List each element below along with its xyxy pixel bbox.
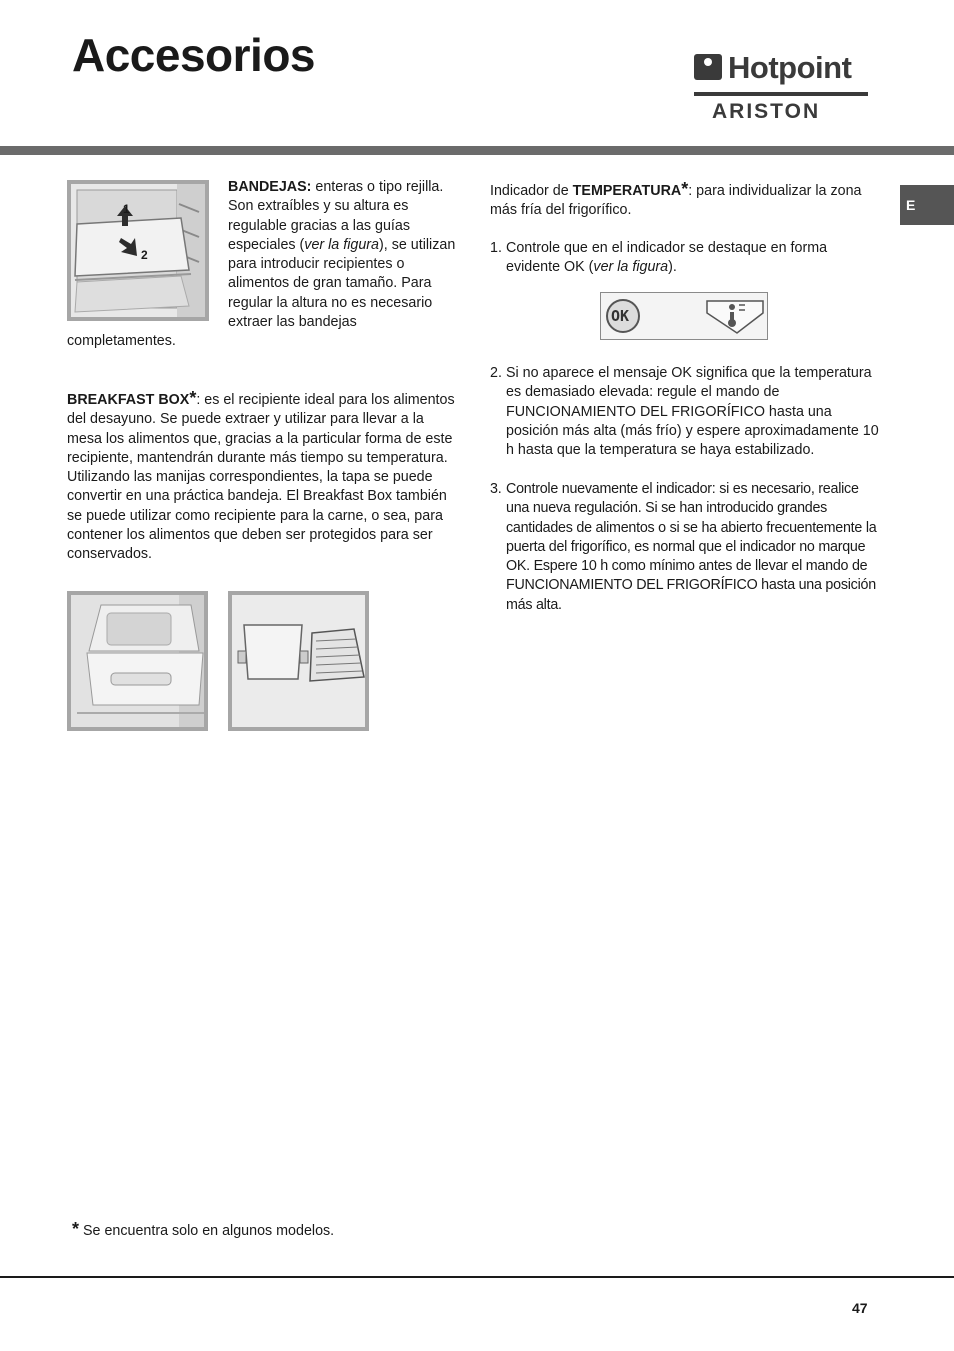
logo-brand: Hotpoint [728, 50, 852, 85]
breakfast-box-star: * [189, 388, 197, 408]
temperatura-intro [490, 180, 880, 221]
shelf-step-1-label: 1 [123, 202, 130, 216]
step-text-end: ). [668, 259, 677, 276]
indicator-ok-text: OK [611, 307, 630, 325]
step-number: 2. [490, 365, 502, 381]
temperatura-step-1 [490, 239, 880, 278]
footnote-text: Se encuentra solo en algunos modelos. [79, 1223, 335, 1239]
breakfast-box-drawer-figure [67, 591, 208, 731]
temperatura-intro-1: Indicador de [490, 183, 573, 199]
footer-divider [0, 1276, 954, 1278]
temperatura-intro-2: : para individualizar la zona más fría del frigorífico. [490, 183, 862, 219]
bandejas-figure-ref: ver la figura [304, 236, 379, 253]
breakfast-box-text: : es el recipiente ideal para los alimentos del desayuno. Se puede extraer y utilizar para llevar a la mesa los alimentos que, gracias a la particular forma de este recipiente, mantendrán durante más tiempo su temperatura. Utilizando las manijas correspondientes, la tapa se puede convertir en una práctica bandeja. El Breakfast Box también se puede utilizar como recipiente para la carne, o sea, para contener los alimentos que deben ser protegidos para ser conservados. [67, 392, 455, 563]
bandejas-text-2: ), se utilizan para introducir recipientes o alimentos de gran tamaño. Para regular la altura no es necesario extraer las bandejas [228, 236, 456, 331]
breakfast-box-container-icon [232, 595, 365, 727]
footnote-star: * [72, 1219, 80, 1239]
shelf-step-2-label: 2 [141, 248, 148, 262]
shelf-figure [67, 180, 209, 321]
footnote [72, 1219, 334, 1240]
language-tab: E [900, 185, 954, 225]
list-item [490, 239, 880, 278]
step-text: Si no aparece el mensaje OK significa que la temperatura es demasiado elevada: regule el mando de FUNCIONAMIENTO DEL FRIGORÍFICO hasta una posición más alta (más frío) y espere aproximadamente 10 h hasta que la temperatura se haya estabilizado. [506, 365, 879, 459]
list-item [490, 480, 882, 615]
header-divider-bar [0, 146, 954, 155]
logo-divider [694, 92, 868, 96]
temperatura-step-3 [490, 480, 882, 615]
temperatura-step-2 [490, 364, 880, 460]
bandejas-text-continuation: completamentes. [67, 333, 176, 349]
breakfast-box-drawer-icon [71, 595, 204, 727]
hotpoint-ariston-logo [694, 50, 870, 126]
bandejas-paragraph [228, 178, 456, 332]
page-title: Accesorios [72, 29, 316, 81]
breakfast-box-heading: BREAKFAST BOX [67, 392, 190, 408]
list-item [490, 364, 880, 460]
temperatura-heading: TEMPERATURA [572, 183, 682, 199]
temperatura-star: * [681, 179, 689, 199]
step-number: 1. [490, 240, 502, 256]
step-text: Controle que en el indicador se destaque en forma evidente OK ( [506, 240, 828, 276]
bandejas-text-1: enteras o tipo rejilla. Son extraíbles y su altura es regulable gracias a las guías especiales ( [228, 179, 444, 253]
breakfast-box-container-figure [228, 591, 369, 731]
step-number: 3. [490, 481, 502, 497]
breakfast-box-paragraph [67, 389, 457, 565]
logo-mark-icon [694, 54, 722, 80]
logo-sub-brand: ARISTON [712, 100, 821, 123]
step-figure-ref: ver la figura [593, 259, 669, 276]
temperature-indicator-figure [600, 292, 768, 340]
step-text: Controle nuevamente el indicador: si es necesario, realice una nueva regulación. Si se han introducido grandes cantidades de alimentos o si se ha abierto frecuentemente la puerta del frigorífico, es normal que el indicador no marque OK. Espere 10 h como mínimo antes de llevar el mando de FUNCIONAMIENTO DEL FRIGORÍFICO hasta una posición más alta. [506, 481, 877, 613]
bandejas-heading: BANDEJAS: [228, 179, 312, 195]
page-number: 47 [852, 1300, 868, 1316]
shelf-illustration-icon [71, 184, 205, 317]
